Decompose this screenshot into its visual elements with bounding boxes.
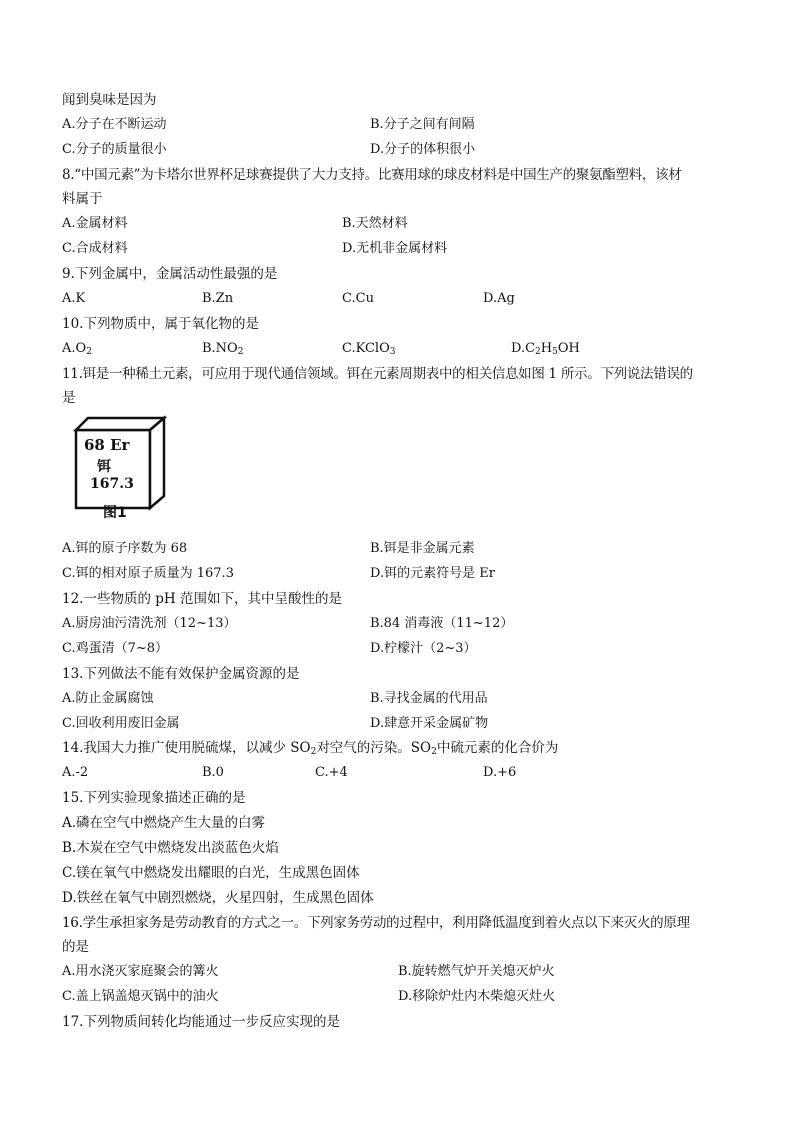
q11-stem-line1: 11.铒是一种稀土元素，可应用于现代通信领域。铒在元素周期表中的相关信息如图 1 所示。下列说法错误的 [62, 366, 693, 382]
element-name: 铒 [97, 459, 111, 475]
q10-d-text-mid: H [540, 341, 553, 356]
q8-option-b: B.天然材料 [342, 216, 408, 231]
q10-d-subscript-1: 2 [535, 347, 541, 357]
q14-stem-text-1: 14.我国大力推广使用脱硫煤，以减少 SO [62, 740, 311, 756]
q14-stem-subscript-1: 2 [310, 747, 317, 757]
q10-a-subscript: 2 [86, 347, 92, 357]
q11-option-a: A.铒的原子序数为 68 [62, 541, 188, 556]
q14-option-a: A.-2 [62, 765, 89, 780]
q12-option-d: D.柠檬汁（2~3） [370, 641, 477, 656]
q9-option-d: D.Ag [483, 291, 515, 306]
q17-stem: 17.下列物质间转化均能通过一步反应实现的是 [62, 1014, 340, 1030]
q16-stem-line1: 16.学生承担家务是劳动教育的方式之一。下列家务劳动的过程中，利用降低温度到着火点以下来灭火的原理 [62, 915, 690, 931]
q10-b-text: B.NO [202, 341, 238, 356]
q14-stem-subscript-2: 2 [431, 747, 437, 757]
element-number-symbol: 68 Er [84, 436, 130, 454]
q8-stem-line2: 料属于 [62, 191, 103, 207]
q11-option-c: C.铒的相对原子质量为 167.3 [62, 566, 234, 581]
q11-stem-line2: 是 [62, 390, 76, 406]
q14-stem-text-3: 中硫元素的化合价为 [436, 740, 559, 756]
q16-option-a: A.用水浇灭家庭聚会的篝火 [62, 964, 219, 979]
q7-stem: 闻到臭味是因为 [62, 92, 157, 108]
q12-option-a: A.厨房油污清洗剂（12~13） [62, 616, 237, 631]
element-atomic-mass: 167.3 [90, 476, 134, 492]
q14-option-b: B.0 [202, 765, 224, 780]
q7-option-c: C.分子的质量很小 [62, 142, 167, 157]
q10-option-d [511, 339, 580, 362]
q16-option-d: D.移除炉灶内木柴熄灭灶火 [398, 989, 556, 1004]
q10-option-b [202, 339, 243, 362]
q10-d-text: D.C [511, 341, 536, 356]
q10-c-text: C.KClO [342, 341, 390, 356]
q9-stem: 9.下列金属中，金属活动性最强的是 [62, 266, 278, 282]
q13-option-d: D.肆意开采金属矿物 [370, 716, 489, 731]
q13-option-c: C.回收利用废旧金属 [62, 716, 180, 731]
q11-option-d: D.铒的元素符号是 Er [370, 566, 495, 581]
q16-option-c: C.盖上锅盖熄灭锅中的油火 [62, 989, 219, 1004]
q10-stem: 10.下列物质中，属于氧化物的是 [62, 316, 259, 332]
q8-stem-line1: 8.“中国元素”为卡塔尔世界杯足球赛提供了大力支持。比赛用球的球皮材料是中国生产的聚氨酯塑料，该材 [62, 167, 682, 183]
q8-option-c: C.合成材料 [62, 241, 128, 256]
q15-option-c: C.镁在氧气中燃烧发出耀眼的白光，生成黑色固体 [62, 865, 360, 881]
q10-d-subscript-2: 5 [552, 347, 558, 357]
q10-c-subscript: 3 [389, 347, 396, 357]
q13-option-a: A.防止金属腐蚀 [62, 691, 154, 706]
q14-stem [62, 738, 558, 762]
q12-stem: 12.一些物质的 pH 范围如下，其中呈酸性的是 [62, 591, 342, 607]
q11-option-b: B.铒是非金属元素 [370, 541, 475, 556]
q8-option-a: A.金属材料 [62, 216, 128, 231]
q14-option-c: C.+4 [315, 765, 348, 780]
q9-option-c: C.Cu [342, 291, 374, 306]
q10-b-subscript: 2 [237, 347, 244, 357]
figure-caption: 图1 [103, 505, 127, 521]
q13-stem: 13.下列做法不能有效保护金属资源的是 [62, 666, 300, 682]
q7-option-d: D.分子的体积很小 [370, 142, 476, 157]
q15-option-b: B.木炭在空气中燃烧发出淡蓝色火焰 [62, 840, 279, 856]
q16-stem-line2: 的是 [62, 939, 89, 955]
q12-option-b: B.84 消毒液（11~12） [370, 616, 514, 631]
q14-stem-text-2: 对空气的污染。SO [316, 740, 432, 756]
q13-option-b: B.寻找金属的代用品 [370, 691, 488, 706]
q10-a-text: A.O [62, 341, 87, 356]
q10-option-a [62, 339, 92, 362]
q7-option-a: A.分子在不断运动 [62, 117, 167, 132]
q8-option-d: D.无机非金属材料 [342, 241, 448, 256]
q10-option-c [342, 339, 395, 362]
q9-option-b: B.Zn [202, 291, 234, 306]
q9-option-a: A.K [62, 291, 86, 306]
q16-option-b: B.旋转燃气炉开关熄灭炉火 [398, 964, 555, 979]
q10-d-text-post: OH [557, 341, 580, 356]
q15-option-a: A.磷在空气中燃烧产生大量的白雾 [62, 815, 266, 831]
q15-option-d: D.铁丝在氧气中剧烈燃烧，火星四射，生成黑色固体 [62, 890, 374, 906]
q7-option-b: B.分子之间有间隔 [370, 117, 475, 132]
q12-option-c: C.鸡蛋清（7~8） [62, 641, 169, 656]
q14-option-d: D.+6 [483, 765, 517, 780]
q15-stem: 15.下列实验现象描述正确的是 [62, 790, 246, 806]
